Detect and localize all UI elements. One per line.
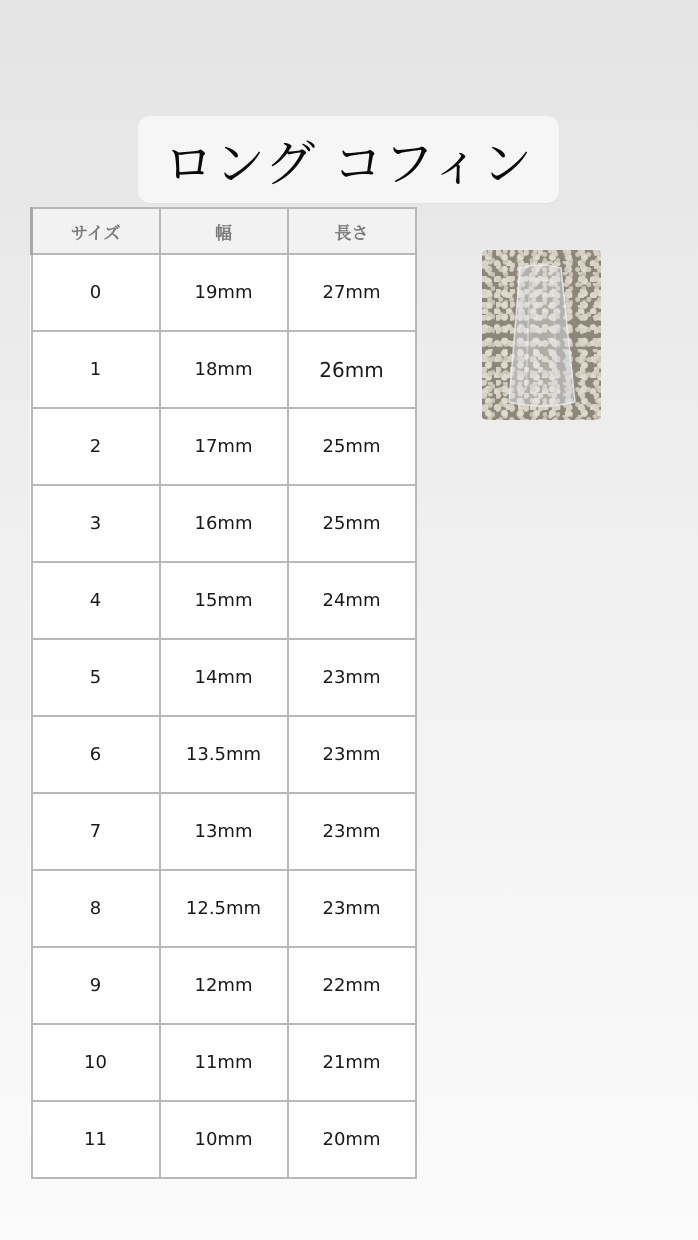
table-row [32,793,416,870]
cell-width: 19mm [160,254,288,331]
cell-length: 23mm [288,793,416,870]
cell-size: 10 [32,1024,160,1101]
cell-length: 23mm [288,639,416,716]
cell-width: 14mm [160,639,288,716]
cell-length: 20mm [288,1101,416,1178]
cell-width: 12mm [160,947,288,1024]
cell-length: 21mm [288,1024,416,1101]
cell-length: 27mm [288,254,416,331]
cell-width: 11mm [160,1024,288,1101]
page-title: ロング コフィン [164,134,533,193]
cell-size: 7 [32,793,160,870]
coffin-nail-icon [482,250,601,420]
header-width: 幅 [160,208,288,254]
title-box [138,116,559,203]
cell-length: 25mm [288,408,416,485]
table-header-row [32,208,416,254]
table-row [32,1101,416,1178]
header-length: 長さ [288,208,416,254]
cell-size: 6 [32,716,160,793]
cell-width: 10mm [160,1101,288,1178]
table-row [32,562,416,639]
cell-size: 0 [32,254,160,331]
cell-width: 17mm [160,408,288,485]
table-row [32,485,416,562]
table-row [32,639,416,716]
cell-size: 11 [32,1101,160,1178]
nail-tip-photo [482,250,601,420]
cell-length: 26mm [288,331,416,408]
table-row [32,408,416,485]
cell-length: 23mm [288,870,416,947]
cell-width: 13.5mm [160,716,288,793]
cell-length: 24mm [288,562,416,639]
cell-width: 12.5mm [160,870,288,947]
cell-size: 4 [32,562,160,639]
table-row [32,870,416,947]
cell-size: 2 [32,408,160,485]
cell-width: 18mm [160,331,288,408]
table-row [32,947,416,1024]
cell-size: 3 [32,485,160,562]
cell-size: 8 [32,870,160,947]
size-table [30,207,417,1179]
cell-size: 1 [32,331,160,408]
cell-size: 5 [32,639,160,716]
table-row [32,331,416,408]
cell-size: 9 [32,947,160,1024]
cell-length: 22mm [288,947,416,1024]
cell-length: 23mm [288,716,416,793]
header-size: サイズ [32,208,160,254]
table-row [32,254,416,331]
cell-width: 16mm [160,485,288,562]
table-row [32,1024,416,1101]
cell-width: 15mm [160,562,288,639]
cell-width: 13mm [160,793,288,870]
cell-length: 25mm [288,485,416,562]
table-row [32,716,416,793]
